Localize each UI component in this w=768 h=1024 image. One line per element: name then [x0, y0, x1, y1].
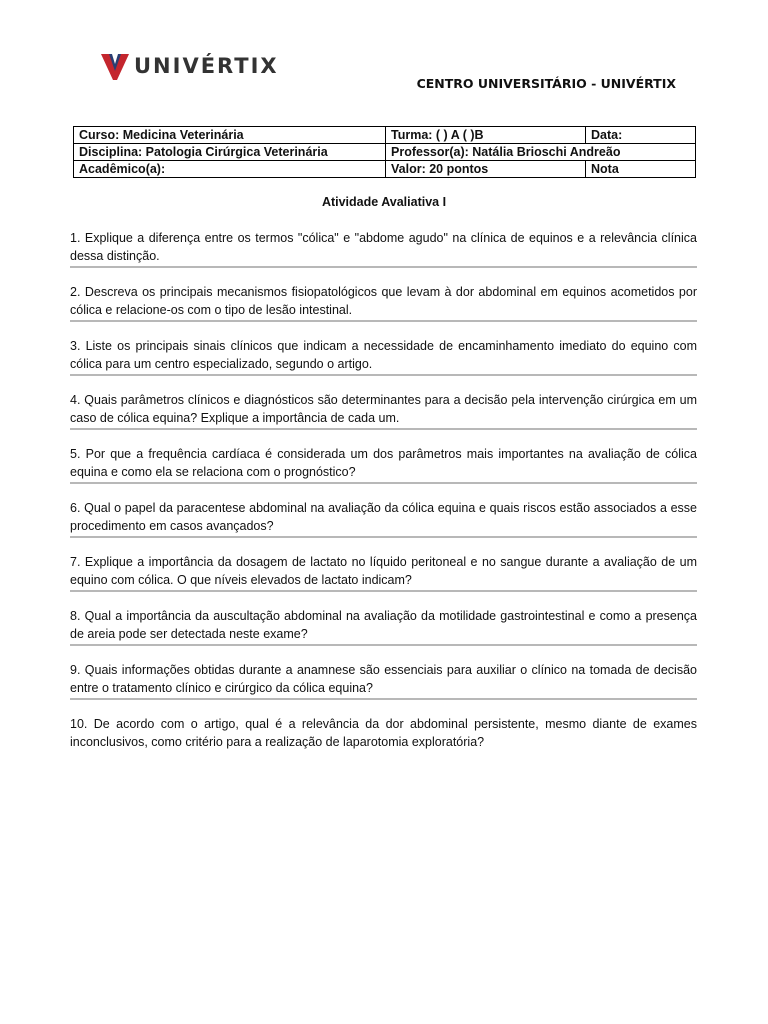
- student-cell: Acadêmico(a):: [74, 161, 386, 178]
- info-row: [74, 161, 696, 178]
- question-list: [70, 229, 697, 767]
- question-item: 8. Qual a importância da auscultação abdominal na avaliação da motilidade gastrointestinal e como a presença de areia pode ser detectada neste exame?: [70, 607, 697, 646]
- question-item: 3. Liste os principais sinais clínicos que indicam a necessidade de encaminhamento imediato do equino com cólica para um centro especializado, segundo o artigo.: [70, 337, 697, 376]
- date-cell: Data:: [586, 127, 696, 144]
- question-item: 5. Por que a frequência cardíaca é considerada um dos parâmetros mais importantes na avaliação de cólica equina e como ela se relaciona com o prognóstico?: [70, 445, 697, 484]
- discipline-cell: Disciplina: Patologia Cirúrgica Veterinária: [74, 144, 386, 161]
- course-cell: Curso: Medicina Veterinária: [74, 127, 386, 144]
- question-item: 6. Qual o papel da paracentese abdominal na avaliação da cólica equina e quais riscos estão associados a esse procedimento em casos avançados?: [70, 499, 697, 538]
- question-item: 7. Explique a importância da dosagem de lactato no líquido peritoneal e no sangue durante a avaliação de um equino com cólica. O que níveis elevados de lactato indicam?: [70, 553, 697, 592]
- grade-cell: Nota: [586, 161, 696, 178]
- question-item: 2. Descreva os principais mecanismos fisiopatológicos que levam à dor abdominal em equinos acometidos por cólica e relacione-os com o tipo de lesão intestinal.: [70, 283, 697, 322]
- institution-name: CENTRO UNIVERSITÁRIO - UNIVÉRTIX: [416, 76, 676, 91]
- info-row: [74, 127, 696, 144]
- class-cell: Turma: ( ) A ( )B: [386, 127, 586, 144]
- question-item: 1. Explique a diferença entre os termos "cólica" e "abdome agudo" na clínica de equinos e a relevância clínica dessa distinção.: [70, 229, 697, 268]
- logo-text: UNIVÉRTIX: [134, 54, 279, 78]
- course-info-table: [73, 126, 696, 178]
- value-cell: Valor: 20 pontos: [386, 161, 586, 178]
- question-item: 10. De acordo com o artigo, qual é a relevância da dor abdominal persistente, mesmo diante de exames inconclusivos, como critério para a realização de laparotomia exploratória?: [70, 717, 697, 749]
- page-title: Atividade Avaliativa I: [321, 195, 447, 209]
- question-item: 9. Quais informações obtidas durante a anamnese são essenciais para auxiliar o clínico na tomada de decisão entre o tratamento clínico e cirúrgico da cólica equina?: [70, 661, 697, 700]
- info-row: [74, 144, 696, 161]
- professor-cell: Professor(a): Natália Brioschi Andreão: [386, 144, 696, 161]
- question-item: 4. Quais parâmetros clínicos e diagnósticos são determinantes para a decisão pela intervenção cirúrgica em um caso de cólica equina? Explique a importância de cada um.: [70, 391, 697, 430]
